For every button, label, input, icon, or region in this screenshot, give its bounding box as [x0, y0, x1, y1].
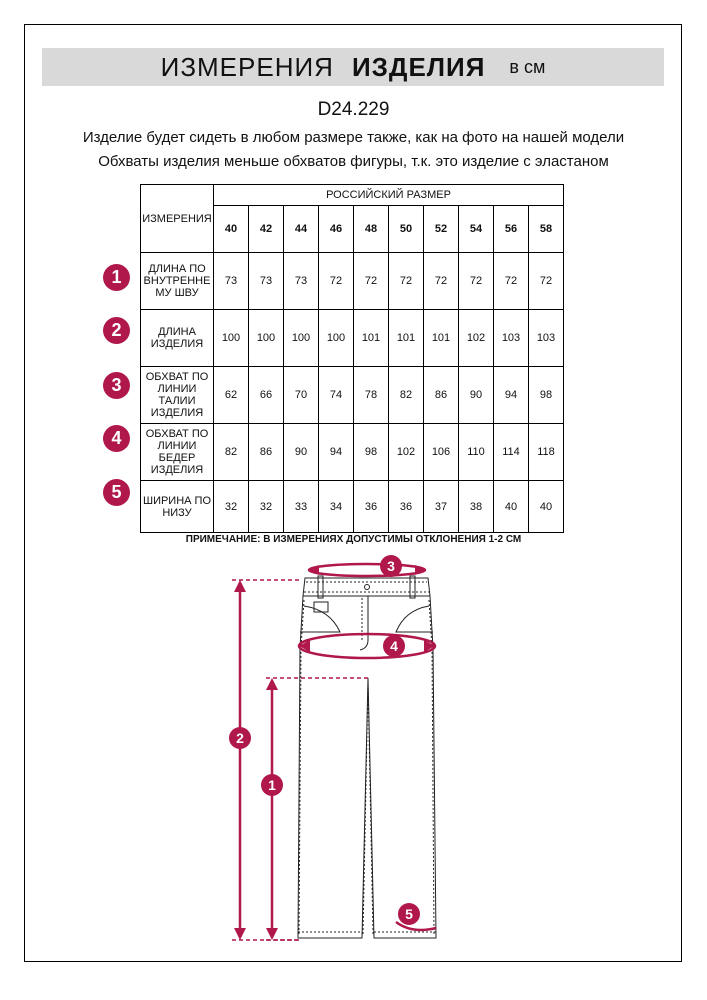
table-row [141, 424, 564, 481]
measure-header: ИЗМЕРЕНИЯ [141, 185, 214, 253]
row-number-badge: 3 [103, 372, 130, 399]
table-cell: 103 [494, 310, 529, 367]
trousers-diagram [0, 548, 707, 958]
table-cell: 103 [529, 310, 564, 367]
table-cell: 100 [284, 310, 319, 367]
subtitle-fit: Изделие будет сидеть в любом размере также, как на фото на нашей модели [82, 129, 625, 146]
title-word-2: ИЗДЕЛИЯ [351, 51, 486, 82]
table-cell: 72 [529, 253, 564, 310]
table-cell: 94 [319, 424, 354, 481]
table-cell: 98 [529, 367, 564, 424]
title-bar [42, 48, 664, 86]
table-cell: 32 [214, 481, 249, 533]
size-header-42: 42 [249, 206, 284, 253]
table-cell: 74 [319, 367, 354, 424]
table-cell: 98 [354, 424, 389, 481]
table-cell: 66 [249, 367, 284, 424]
table-cell: 38 [459, 481, 494, 533]
size-header-48: 48 [354, 206, 389, 253]
table-cell: 70 [284, 367, 319, 424]
table-cell: 34 [319, 481, 354, 533]
row-label: ОБХВАТ ПО ЛИНИИ БЕДЕР ИЗДЕЛИЯ [141, 424, 214, 481]
table-row [141, 310, 564, 367]
table-cell: 86 [249, 424, 284, 481]
size-header-56: 56 [494, 206, 529, 253]
size-header-58: 58 [529, 206, 564, 253]
size-header-52: 52 [424, 206, 459, 253]
table-cell: 72 [459, 253, 494, 310]
table-cell: 78 [354, 367, 389, 424]
row-number-badge: 2 [103, 317, 130, 344]
row-number-badge: 1 [103, 264, 130, 291]
row-label: ДЛИНА ИЗДЕЛИЯ [141, 310, 214, 367]
row-label: ОБХВАТ ПО ЛИНИИ ТАЛИИ ИЗДЕЛИЯ [141, 367, 214, 424]
size-header-54: 54 [459, 206, 494, 253]
product-code: D24.229 [317, 99, 390, 120]
table-cell: 73 [284, 253, 319, 310]
table-cell: 37 [424, 481, 459, 533]
table-cell: 72 [494, 253, 529, 310]
table-cell: 82 [214, 424, 249, 481]
table-cell: 72 [319, 253, 354, 310]
table-cell: 114 [494, 424, 529, 481]
table-cell: 72 [424, 253, 459, 310]
table-cell: 101 [424, 310, 459, 367]
size-table [140, 184, 564, 533]
size-header-44: 44 [284, 206, 319, 253]
table-cell: 101 [389, 310, 424, 367]
size-header-46: 46 [319, 206, 354, 253]
table-cell: 72 [354, 253, 389, 310]
diagram-marker-3: 3 [380, 555, 402, 577]
table-cell: 82 [389, 367, 424, 424]
table-cell: 100 [319, 310, 354, 367]
table-row [141, 367, 564, 424]
table-cell: 73 [249, 253, 284, 310]
title-word-1: ИЗМЕРЕНИЯ [160, 51, 334, 82]
table-cell: 118 [529, 424, 564, 481]
diagram-marker-4: 4 [383, 635, 405, 657]
table-cell: 94 [494, 367, 529, 424]
diagram-marker-2: 2 [229, 727, 251, 749]
table-cell: 62 [214, 367, 249, 424]
table-cell: 101 [354, 310, 389, 367]
diagram-marker-5: 5 [398, 903, 420, 925]
measurement-rows [141, 253, 564, 533]
table-cell: 90 [459, 367, 494, 424]
table-cell: 32 [249, 481, 284, 533]
table-cell: 36 [389, 481, 424, 533]
table-cell: 36 [354, 481, 389, 533]
table-cell: 102 [389, 424, 424, 481]
size-header-50: 50 [389, 206, 424, 253]
title-unit: в см [509, 56, 546, 77]
row-label: ШИРИНА ПО НИЗУ [141, 481, 214, 533]
row-number-badge: 4 [103, 425, 130, 452]
table-cell: 73 [214, 253, 249, 310]
table-cell: 86 [424, 367, 459, 424]
row-label: ДЛИНА ПО ВНУТРЕННЕ МУ ШВУ [141, 253, 214, 310]
table-cell: 102 [459, 310, 494, 367]
table-cell: 90 [284, 424, 319, 481]
row-number-badge: 5 [103, 479, 130, 506]
table-row [141, 481, 564, 533]
table-cell: 40 [494, 481, 529, 533]
tolerance-note: ПРИМЕЧАНИЕ: В ИЗМЕРЕНИЯХ ДОПУСТИМЫ ОТКЛОНЕНИЯ 1-2 СМ [185, 534, 522, 545]
table-cell: 33 [284, 481, 319, 533]
table-cell: 110 [459, 424, 494, 481]
subtitle-elastane: Обхваты изделия меньше обхватов фигуры, т.к. это изделие с эластаном [98, 153, 609, 170]
table-cell: 72 [389, 253, 424, 310]
size-group-header: РОССИЙСКИЙ РАЗМЕР [214, 185, 564, 206]
table-row [141, 253, 564, 310]
diagram-marker-1: 1 [261, 774, 283, 796]
table-cell: 106 [424, 424, 459, 481]
table-cell: 40 [529, 481, 564, 533]
table-cell: 100 [249, 310, 284, 367]
table-cell: 100 [214, 310, 249, 367]
size-header-40: 40 [214, 206, 249, 253]
